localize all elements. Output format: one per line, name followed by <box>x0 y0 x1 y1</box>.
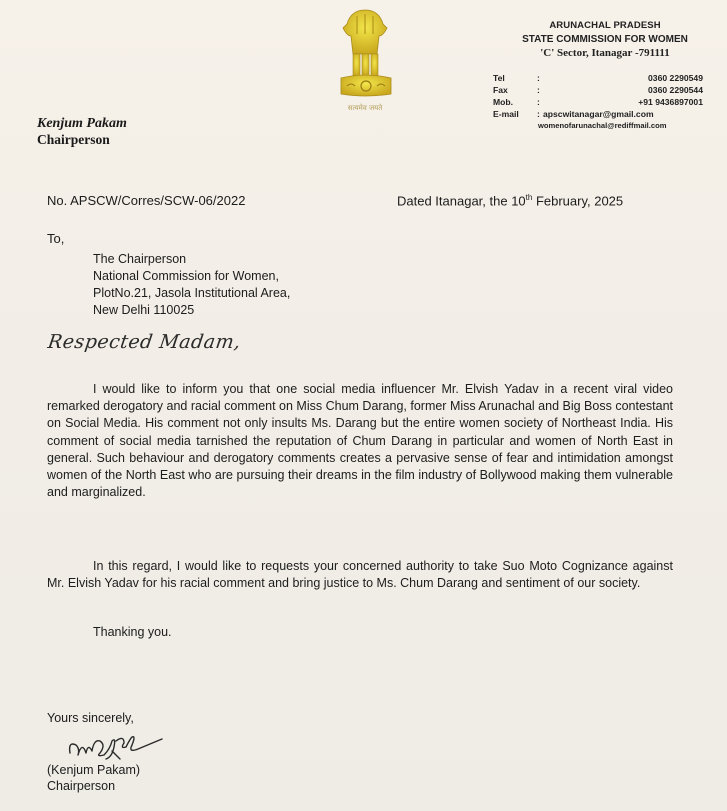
letter-date <box>397 193 623 208</box>
recipient-line: New Delhi 110025 <box>93 303 195 317</box>
date-ordinal: th <box>525 193 533 202</box>
contact-row-email <box>493 108 703 120</box>
date-prefix: Dated Itanagar, the 10 <box>397 193 526 209</box>
contact-separator: : <box>537 109 540 119</box>
body-paragraph: In this regard, I would like to requests your concerned authority to take Suo Moto Cognizance against Mr. Elvish Yadav for his racial comment and bring justice to Ms. Chum Darang and sentiment of our society. <box>47 559 673 591</box>
org-address: 'C' Sector, Itanagar -791111 <box>540 47 670 59</box>
contact-email-secondary[interactable]: womenofarunachal@rediffmail.com <box>538 121 667 130</box>
contact-block <box>493 72 703 132</box>
organization-header <box>490 20 720 59</box>
contact-email-primary[interactable]: apscwitanagar@gmail.com <box>543 109 654 119</box>
to-label: To, <box>47 231 65 246</box>
contact-separator: : <box>537 73 540 83</box>
emblem-caption: सत्यमेव जयते <box>347 104 383 112</box>
signature-icon <box>66 727 166 763</box>
contact-value: 0360 2290544 <box>648 85 703 95</box>
thanks-line: Thanking you. <box>93 625 172 639</box>
contact-label: Tel <box>493 73 505 83</box>
sender-title: Chairperson <box>37 132 110 147</box>
sender-name: Kenjum Pakam <box>37 116 127 131</box>
contact-value: 0360 2290549 <box>648 73 703 83</box>
contact-label: E-mail <box>493 109 519 119</box>
contact-row-mobile <box>493 96 703 108</box>
recipient-line: National Commission for Women, <box>93 269 279 283</box>
recipient-line: The Chairperson <box>93 252 187 266</box>
contact-label: Mob. <box>493 97 514 107</box>
body-paragraph: I would like to inform you that one social media influencer Mr. Elvish Yadav in a recent viral video remarked derogatory and racial comment on Miss Chum Darang, former Miss Arunachal and Big Boss contestant on Social Media. His comment not only insults Ms. Darang but the entire women society of Northeast India. His comment of social media tarnished the reputation of Chum Darang in particular and women of North East in general. Such behaviour and derogatory comments creates a pervasive sense of fear and intimidation amongst women of the North East who are pursuing their dreams in the film industry of Bollywood making them vulnerable and marginalized. <box>47 382 673 500</box>
contact-separator: : <box>537 85 540 95</box>
recipient-address <box>93 251 290 319</box>
contact-separator: : <box>537 97 540 107</box>
handwritten-salutation: Respected Madam, <box>46 331 243 353</box>
org-name: STATE COMMISSION FOR WOMEN <box>522 34 688 45</box>
contact-label: Fax <box>493 85 508 95</box>
contact-row-tel <box>493 72 703 84</box>
reference-number: No. APSCW/Corres/SCW-06/2022 <box>47 193 246 208</box>
contact-value: +91 9436897001 <box>638 97 703 107</box>
signatory-title: Chairperson <box>47 779 116 793</box>
signatory-name: (Kenjum Pakam) <box>47 763 141 777</box>
date-suffix: February, 2025 <box>532 193 624 209</box>
national-emblem-icon <box>333 6 397 114</box>
recipient-line: PlotNo.21, Jasola Institutional Area, <box>93 286 291 300</box>
contact-row-fax <box>493 84 703 96</box>
closing-line: Yours sincerely, <box>47 711 134 725</box>
org-state: ARUNACHAL PRADESH <box>549 20 661 31</box>
